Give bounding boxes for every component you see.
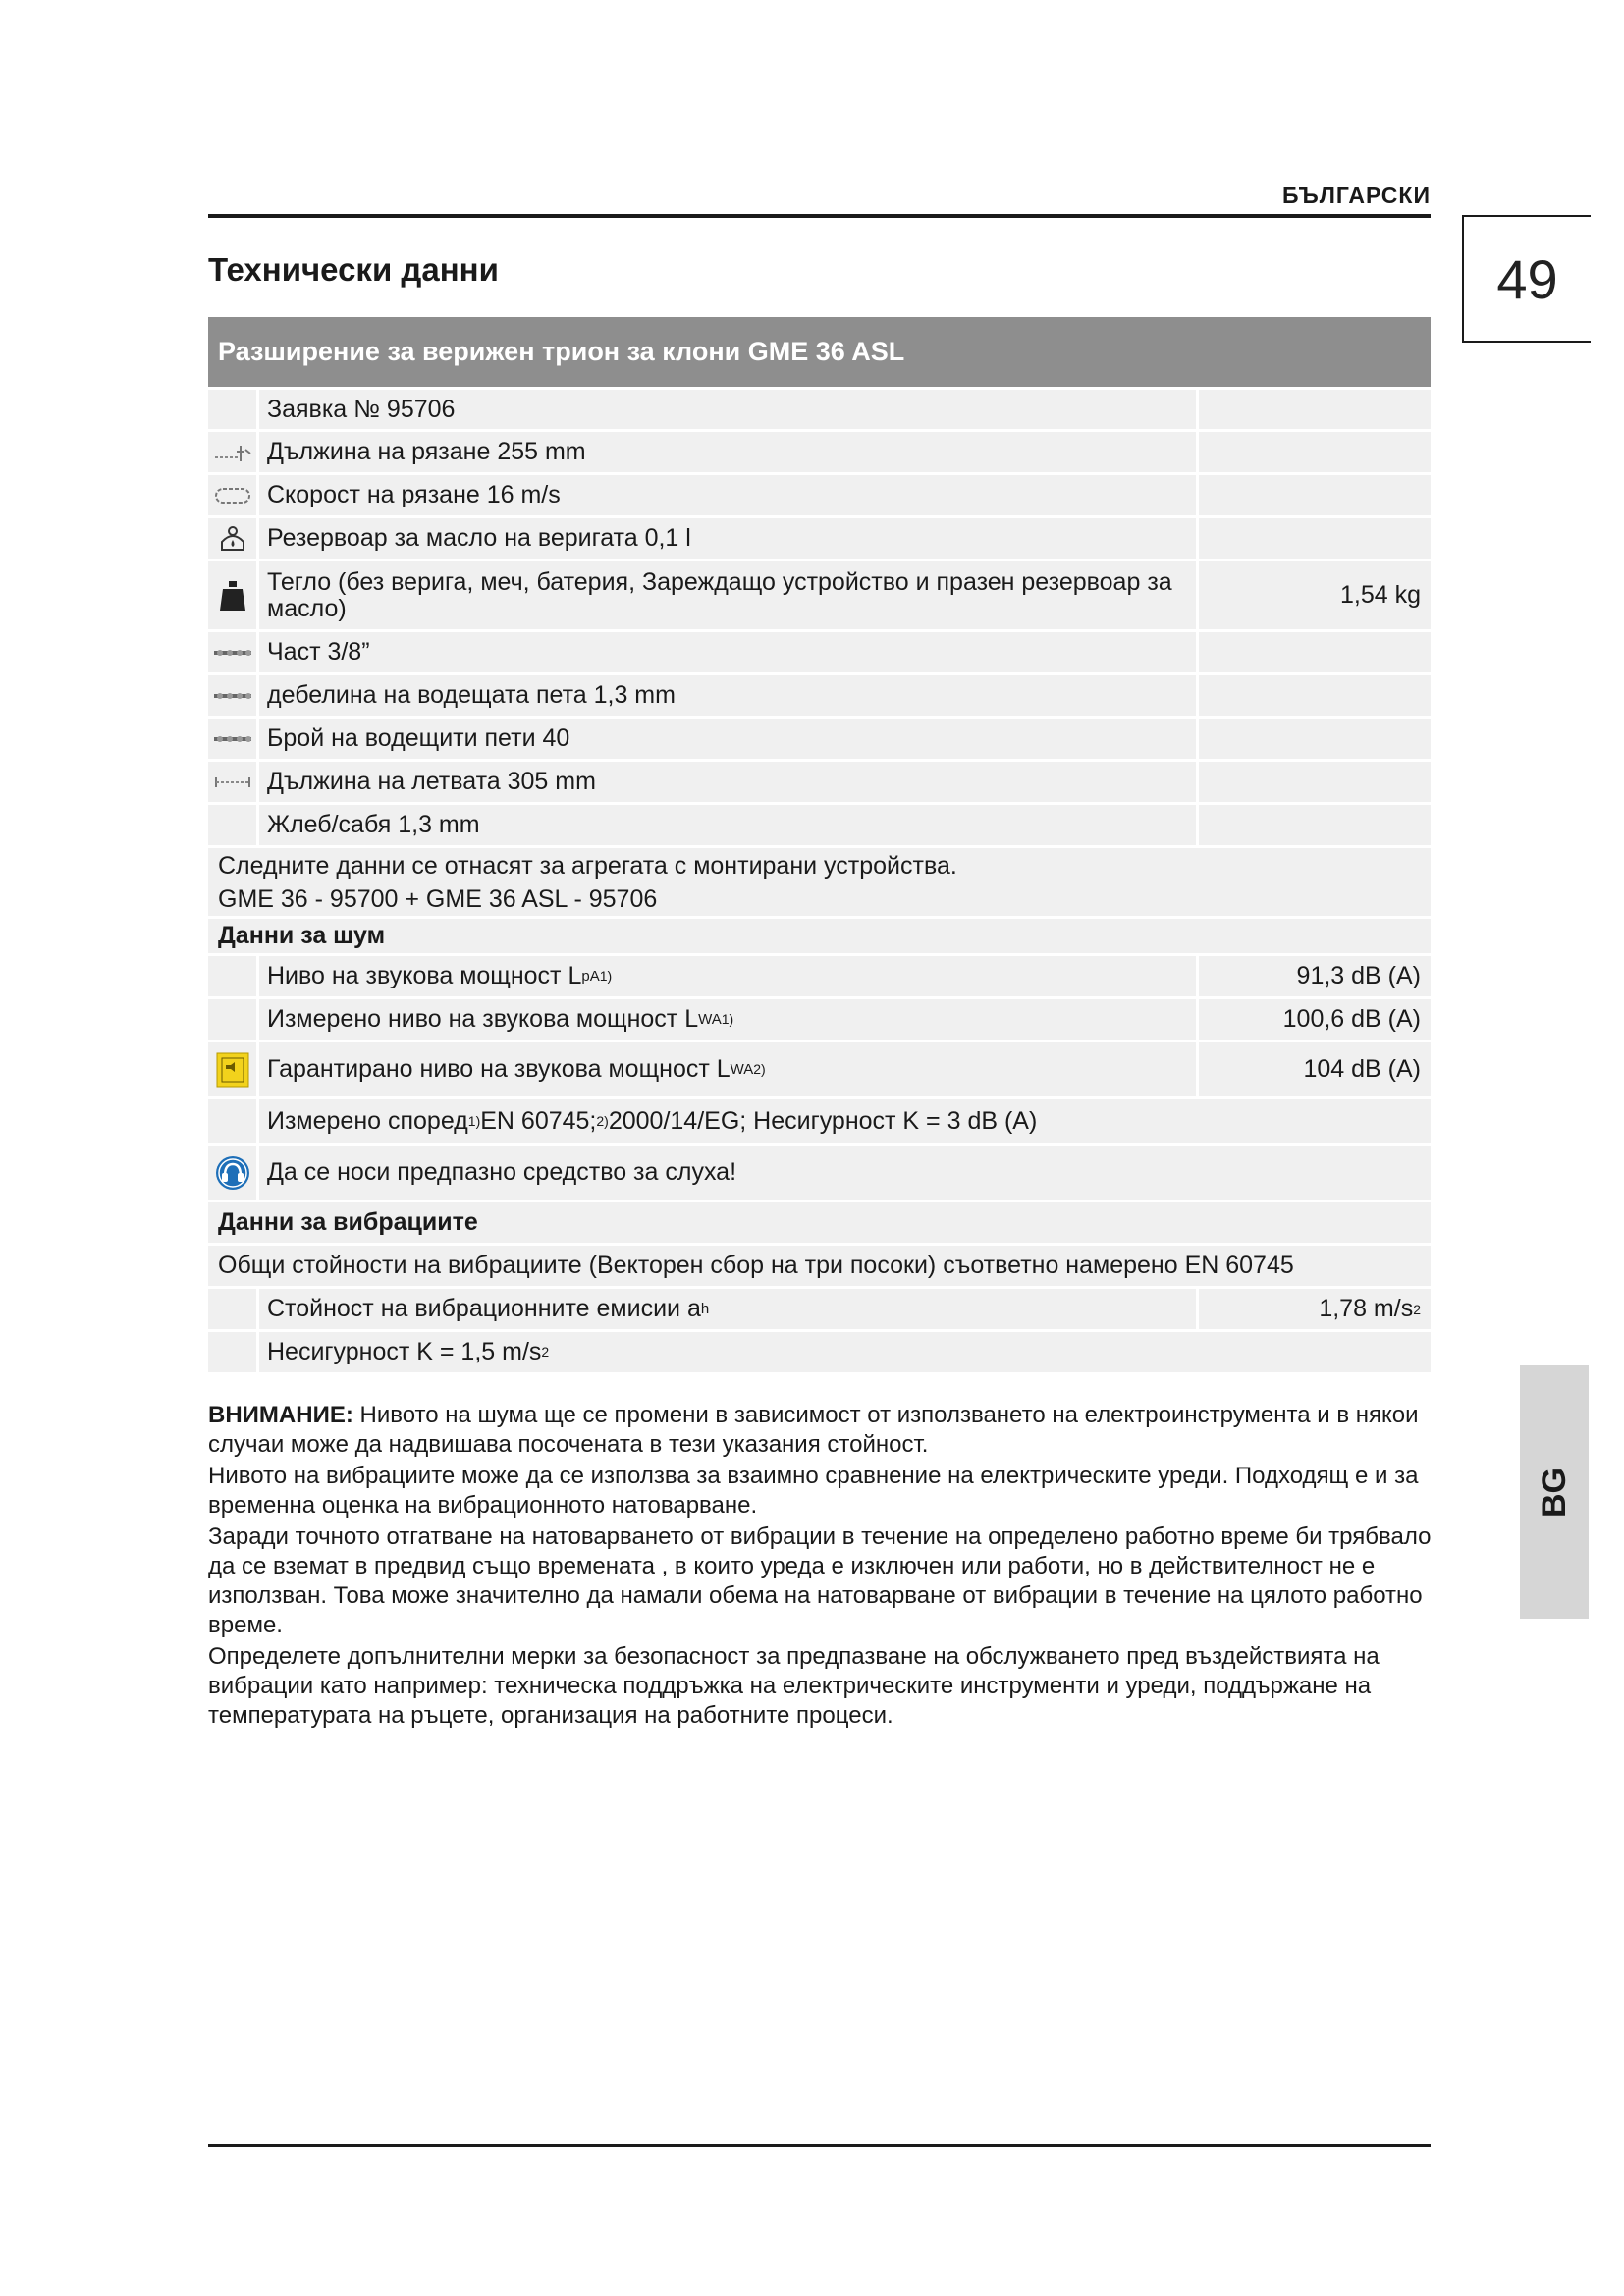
measured-standard-1: EN 60745;: [480, 1106, 597, 1135]
uncertainty-label: [259, 1332, 1431, 1372]
vibration-emission-value: [1199, 1289, 1431, 1329]
noise-label-text: Гарантирано ниво на звукова мощност L: [267, 1055, 731, 1083]
spec-row: [208, 559, 1431, 629]
blank-icon: [208, 956, 259, 996]
safety-measures-paragraph: Определете допълнителни мерки за безопасност за предпазване на обслужването пред въздействията на вибрации като например: техническа поддръжка на електрическите инструменти и уреди, поддържане на температурата на ръцете, организация на работните процеси.: [208, 1643, 1380, 1729]
language-side-tab: [1520, 1365, 1589, 1619]
noise-row: [208, 1040, 1431, 1096]
blank-icon: [208, 390, 259, 429]
spec-row: [208, 472, 1431, 515]
noise-heading-row: [208, 916, 1431, 953]
vibration-total-row: [208, 1243, 1431, 1286]
spec-value: [1199, 390, 1431, 429]
spec-value: [1199, 432, 1431, 472]
spec-value: [1199, 805, 1431, 845]
noise-value: 91,3 dB (A): [1296, 962, 1421, 989]
blank-icon: [208, 999, 259, 1040]
spec-value: [1199, 675, 1431, 716]
blank-icon: [208, 805, 259, 845]
page-title: Технически данни: [208, 251, 499, 288]
noise-value: 100,6 dB (A): [1282, 1005, 1421, 1033]
measured-standard-row: [208, 1096, 1431, 1143]
noise-label: [259, 1042, 1199, 1096]
uncertainty-sup: 2: [541, 1344, 550, 1360]
vibration-total: Общи стойности на вибрациите (Векторен сбор на три посоки) съответно намерено EN 60745: [218, 1252, 1294, 1279]
noise-label-text: Ниво на звукова мощност L: [267, 962, 582, 989]
bar-length-icon: [208, 762, 259, 802]
vibration-emission-sup: 2: [1413, 1301, 1421, 1317]
measured-prefix: Измерено според: [267, 1106, 468, 1135]
vibration-heading: Данни за вибрациите: [218, 1208, 478, 1236]
spec-value: [1199, 518, 1431, 559]
spec-label: Брой на водещити пети 40: [259, 719, 1199, 759]
weight-icon: [208, 561, 259, 629]
spec-row: [208, 759, 1431, 802]
model-row: [208, 883, 1431, 916]
spec-label: Жлеб/сабя 1,3 mm: [259, 805, 1199, 845]
spec-label: Заявка № 95706: [259, 390, 1199, 429]
footer-rule: [208, 2144, 1431, 2147]
model-combination: GME 36 - 95700 + GME 36 ASL - 95706: [218, 885, 658, 913]
spec-label: дебелина на водещата пета 1,3 mm: [259, 675, 1199, 716]
noise-label: [259, 956, 1199, 996]
vibration-emission-sub: h: [700, 1301, 710, 1317]
vibration-emission-row: [208, 1286, 1431, 1329]
language-header: БЪЛГАРСКИ: [1282, 183, 1431, 208]
oil-tank-icon: [208, 518, 259, 559]
spec-label: Дължина на летвата 305 mm: [259, 762, 1199, 802]
noise-label-sub: WA: [698, 1011, 722, 1028]
spec-value: [1199, 762, 1431, 802]
hearing-protection-icon: [208, 1146, 259, 1200]
noise-label-sub: WA: [730, 1061, 754, 1078]
tech-data-table: [208, 317, 1431, 1372]
noise-heading: Данни за шум: [218, 922, 386, 949]
spec-value: 1,54 kg: [1339, 581, 1421, 609]
chain-icon: [208, 632, 259, 672]
uncertainty-row: [208, 1329, 1431, 1372]
vibration-comparison-paragraph: Нивото на вибрациите може да се използва за взаимно сравнение на електрическите уреди. Подходящ е и за временна оценка на вибрационното натоварване.: [208, 1463, 1419, 1519]
spec-row: [208, 515, 1431, 559]
noise-row: [208, 996, 1431, 1040]
spec-row: [208, 716, 1431, 759]
noise-value: 104 dB (A): [1303, 1055, 1421, 1083]
spec-label: Тегло (без верига, меч, батерия, Зареждащо устройство и празен резервоар за масло): [259, 561, 1199, 629]
hearing-note: Да се носи предпазно средство за слуха!: [267, 1158, 737, 1186]
measured-standard-2: 2000/14/EG; Несигурност K = 3 dB (A): [608, 1106, 1038, 1135]
vibration-emission-number: 1,78 m/s: [1319, 1295, 1414, 1322]
noise-label: [259, 999, 1199, 1040]
blank-icon: [208, 1099, 259, 1143]
noise-label-sup: 1): [599, 968, 613, 984]
vibration-estimate-paragraph: Заради точното отгатване на натоварването от вибрации в течение на определено работно време би трябвало да се вземат в предвид също времената , в които уреда е изключен или работи, но в действителност не е използван. Това може значително да намали обема на натоварване от вибрации в течение на цялото работно време.: [208, 1523, 1432, 1638]
vibration-emission-label: [259, 1289, 1199, 1329]
noise-label-text: Измерено ниво на звукова мощност L: [267, 1005, 699, 1033]
language-tab-label: BG: [1535, 1467, 1573, 1518]
chain-icon: [208, 719, 259, 759]
blank-icon: [208, 1332, 259, 1372]
spec-row: [208, 629, 1431, 672]
spec-label: Дължина на рязане 255 mm: [259, 432, 1199, 472]
applies-note: Следните данни се отнасят за агрегата с монтирани устройства.: [218, 851, 957, 880]
chain-speed-icon: [208, 475, 259, 515]
measured-sup-1: 1): [467, 1112, 481, 1129]
spec-row: [208, 672, 1431, 716]
noise-label-sub: pA: [581, 968, 600, 985]
spec-value: [1199, 475, 1431, 515]
notes-section: [208, 1401, 1435, 1733]
vibration-emission-text: Стойност на вибрационните емисии a: [267, 1295, 701, 1322]
guaranteed-noise-label-icon: [208, 1042, 259, 1096]
spec-row: [208, 387, 1431, 429]
hearing-protection-row: [208, 1143, 1431, 1200]
chain-icon: [208, 675, 259, 716]
spec-label: Скорост на рязане 16 m/s: [259, 475, 1199, 515]
vibration-heading-row: [208, 1200, 1431, 1243]
noise-label-sup: 2): [753, 1061, 766, 1077]
applies-note-row: [208, 845, 1431, 883]
header-rule: [208, 214, 1431, 218]
noise-label-sup: 1): [721, 1011, 734, 1027]
warning-label: ВНИМАНИЕ:: [208, 1402, 353, 1428]
noise-row: [208, 953, 1431, 996]
spec-label: Част 3/8”: [259, 632, 1199, 672]
spec-row: [208, 802, 1431, 845]
spec-row: [208, 429, 1431, 472]
table-heading: Разширение за верижен трион за клони GME 36 ASL: [208, 317, 1431, 387]
page-number: 49: [1462, 215, 1591, 343]
spec-value: [1199, 632, 1431, 672]
blank-icon: [208, 1289, 259, 1329]
measured-sup-2: 2): [596, 1112, 609, 1129]
measured-standard: [259, 1099, 1431, 1143]
warning-paragraph: [208, 1401, 1435, 1460]
warning-text: Нивото на шума ще се промени в зависимост от използването на електроинструмента и в някои случаи може да надвишава посочената в тези указания стойност.: [208, 1402, 1419, 1458]
cutting-length-icon: [208, 432, 259, 472]
uncertainty-text: Несигурност K = 1,5 m/s: [267, 1338, 542, 1365]
spec-label: Резервоар за масло на веригата 0,1 l: [259, 518, 1199, 559]
spec-value: [1199, 719, 1431, 759]
